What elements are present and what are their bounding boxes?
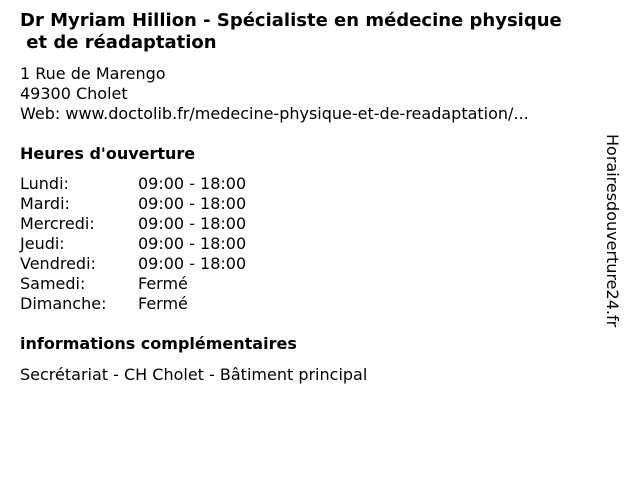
hours-day: Mercredi: bbox=[20, 214, 95, 233]
address-street: 1 Rue de Marengo bbox=[20, 64, 166, 83]
hours-day: Lundi: bbox=[20, 174, 69, 193]
hours-day: Jeudi: bbox=[20, 234, 65, 253]
hours-time: 09:00 - 18:00 bbox=[138, 234, 247, 253]
hours-day: Vendredi: bbox=[20, 254, 96, 273]
hours-day: Samedi: bbox=[20, 274, 86, 293]
address-block bbox=[20, 64, 529, 124]
additional-info-heading: informations complémentaires bbox=[20, 334, 297, 353]
hours-time: Fermé bbox=[138, 294, 188, 313]
opening-hours-heading: Heures d'ouverture bbox=[20, 144, 196, 163]
hours-time: 09:00 - 18:00 bbox=[138, 174, 247, 193]
address-city: 49300 Cholet bbox=[20, 84, 128, 103]
watermark-text: Horairesdouverture24.fr bbox=[603, 134, 622, 328]
hours-time: 09:00 - 18:00 bbox=[138, 254, 247, 273]
hours-time: 09:00 - 18:00 bbox=[138, 214, 247, 233]
address-web: Web: www.doctolib.fr/medecine-physique-et-de-readaptation/... bbox=[20, 104, 529, 123]
hours-day: Mardi: bbox=[20, 194, 70, 213]
hours-time: 09:00 - 18:00 bbox=[138, 194, 247, 213]
hours-day: Dimanche: bbox=[20, 294, 107, 313]
additional-info-text: Secrétariat - CH Cholet - Bâtiment principal bbox=[20, 365, 368, 384]
page-title: Dr Myriam Hillion - Spécialiste en médecine physique et de réadaptation bbox=[20, 10, 562, 53]
hours-time: Fermé bbox=[138, 274, 188, 293]
